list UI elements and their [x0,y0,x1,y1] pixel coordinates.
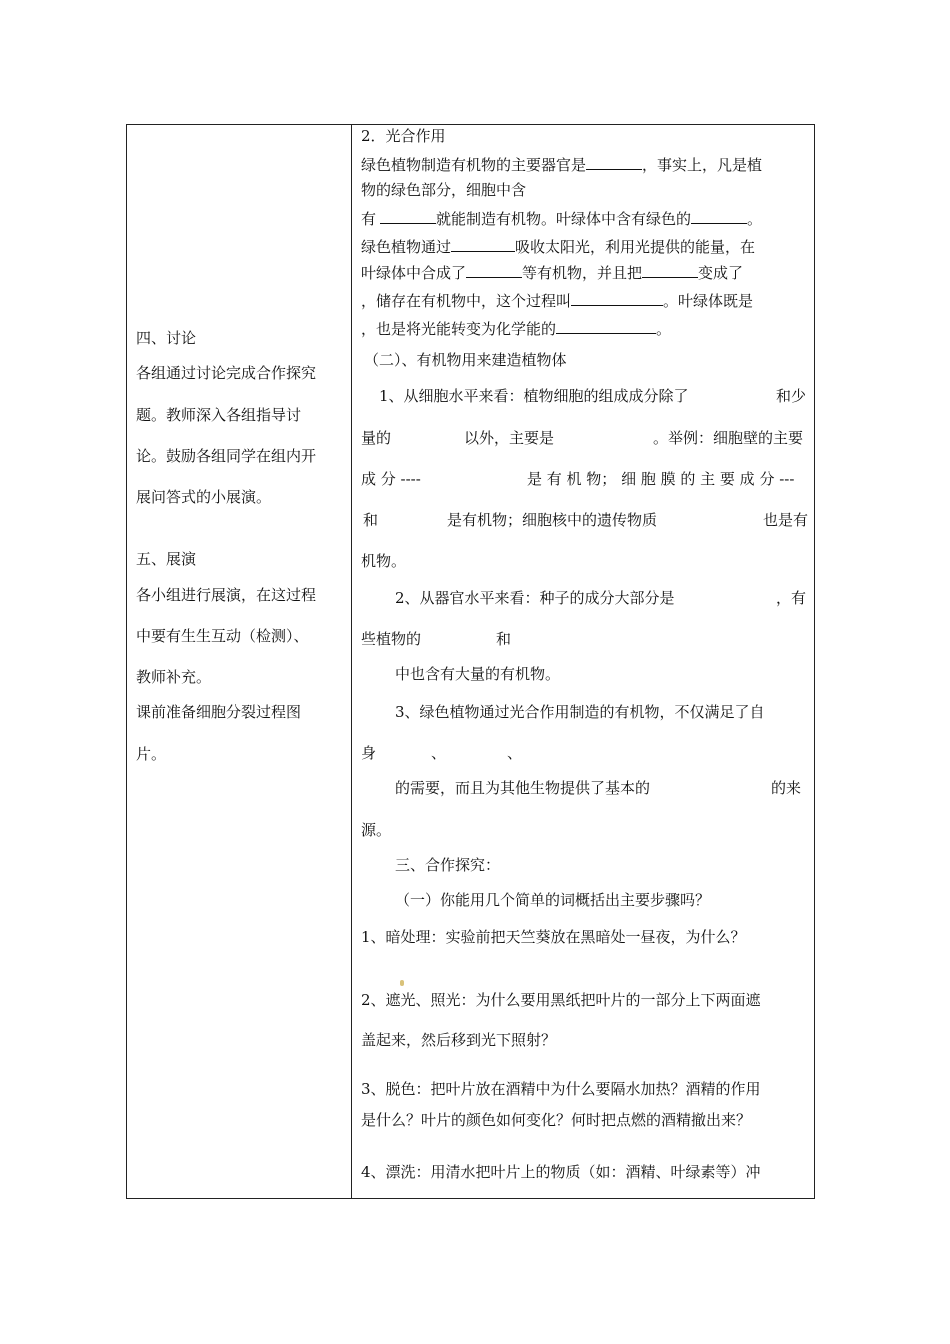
fill-line: 物的绿色部分，细胞中含 [361,181,527,199]
question-line: 源。 [361,821,392,839]
section-title-cooperation: 三、合作探究： [395,856,501,874]
question-line: 的来 [771,779,802,797]
blank-field[interactable] [466,263,522,278]
step-line: 1、暗处理：实验前把天竺葵放在黑暗处一昼夜，为什么？ [361,928,746,946]
subsection-title: （一）你能用几个简单的词概括出主要步骤吗？ [395,891,711,909]
fill-line [361,319,671,338]
text: ，事实上，凡是植 [642,156,763,174]
fill-line [361,155,762,174]
pencil-mark [400,980,404,986]
question-line: 和 [496,630,512,648]
performance-line: 中要有生生互动（检测）、 [136,627,309,645]
text: 绿色植物通过 [361,238,452,256]
question-line: 3、绿色植物通过光合作用制造的有机物，不仅满足了自 [395,703,765,721]
heading-discussion: 四、讨论 [136,329,197,347]
step-line: 2、遮光、照光：为什么要用黑纸把叶片的一部分上下两面遮 [361,991,761,1009]
step-line: 4、漂洗：用清水把叶片上的物质（如：酒精、叶绿素等）冲 [361,1163,761,1181]
blank-field[interactable] [556,319,656,334]
blank-field[interactable] [586,155,642,170]
question-line: 和 [363,511,379,529]
activity-column [127,125,351,1198]
performance-line: 教师补充。 [136,668,212,686]
question-line: 量的 [361,429,392,447]
text: ，储存在有机物中，这个过程叫 [361,292,572,310]
question-line: 、 [507,744,523,762]
text: 有 [361,210,377,228]
blank-field[interactable] [691,209,747,224]
text: 叶绿体中合成了 [361,264,467,282]
text: ，也是将光能转变为化学能的 [361,320,557,338]
lesson-table [126,124,815,1199]
question-line: 是 有 机 物； 细 胞 膜 的 主 要 成 分 --- [527,470,795,488]
performance-line: 课前准备细胞分裂过程图 [136,703,302,721]
section-title-photosynthesis: 2．光合作用 [361,127,446,145]
step-line: 是什么？叶片的颜色如何变化？何时把点燃的酒精撤出来？ [361,1111,752,1129]
blank-field[interactable] [380,209,436,224]
question-line: 1、从细胞水平来看：植物细胞的组成成分除了 [379,387,689,405]
question-line: 身 [361,744,377,762]
fill-line [361,237,755,256]
question-line: 是有机物；细胞核中的遗传物质 [447,511,658,529]
question-line: 成 分 ---- [361,470,421,488]
text: 。 [656,320,672,338]
performance-line: 各小组进行展演，在这过程 [136,586,317,604]
question-line: 、 [431,744,447,762]
blank-field[interactable] [571,291,663,306]
step-line: 3、脱色：把叶片放在酒精中为什么要隔水加热？酒精的作用 [361,1080,761,1098]
step-line: 盖起来，然后移到光下照射？ [361,1031,557,1049]
heading-performance: 五、展演 [136,550,197,568]
subsection-title: （二）、有机物用来建造植物体 [364,351,567,369]
discussion-line: 各组通过讨论完成合作探究 [136,364,317,382]
text: 等有机物，并且把 [522,264,643,282]
performance-line: 片。 [136,745,167,763]
blank-field[interactable] [642,263,698,278]
fill-line [361,291,753,310]
question-line: ，有 [776,589,807,607]
text: 。 [747,210,763,228]
blank-field[interactable] [451,237,515,252]
text: 吸收太阳光，利用光提供的能量，在 [515,238,756,256]
question-line: 些植物的 [361,630,422,648]
discussion-line: 展问答式的小展演。 [136,488,272,506]
text: 就能制造有机物。叶绿体中含有绿色的 [436,210,692,228]
content-column [352,125,814,1198]
question-line: 和少 [776,387,807,405]
fill-line [361,263,743,282]
question-line: 的需要，而且为其他生物提供了基本的 [395,779,651,797]
question-line: 2、从器官水平来看：种子的成分大部分是 [395,589,675,607]
question-line: 机物。 [361,552,407,570]
text: 变成了 [698,264,744,282]
text: 绿色植物制造有机物的主要器官是 [361,156,587,174]
question-line: 中也含有大量的有机物。 [395,665,561,683]
question-line: 。举例：细胞壁的主要 [653,429,804,447]
discussion-line: 论。鼓励各组同学在组内开 [136,447,317,465]
text: 。叶绿体既是 [663,292,754,310]
fill-line [361,209,762,228]
discussion-line: 题。教师深入各组指导讨 [136,406,302,424]
question-line: 以外，主要是 [464,429,555,447]
question-line: 也是有 [763,511,809,529]
